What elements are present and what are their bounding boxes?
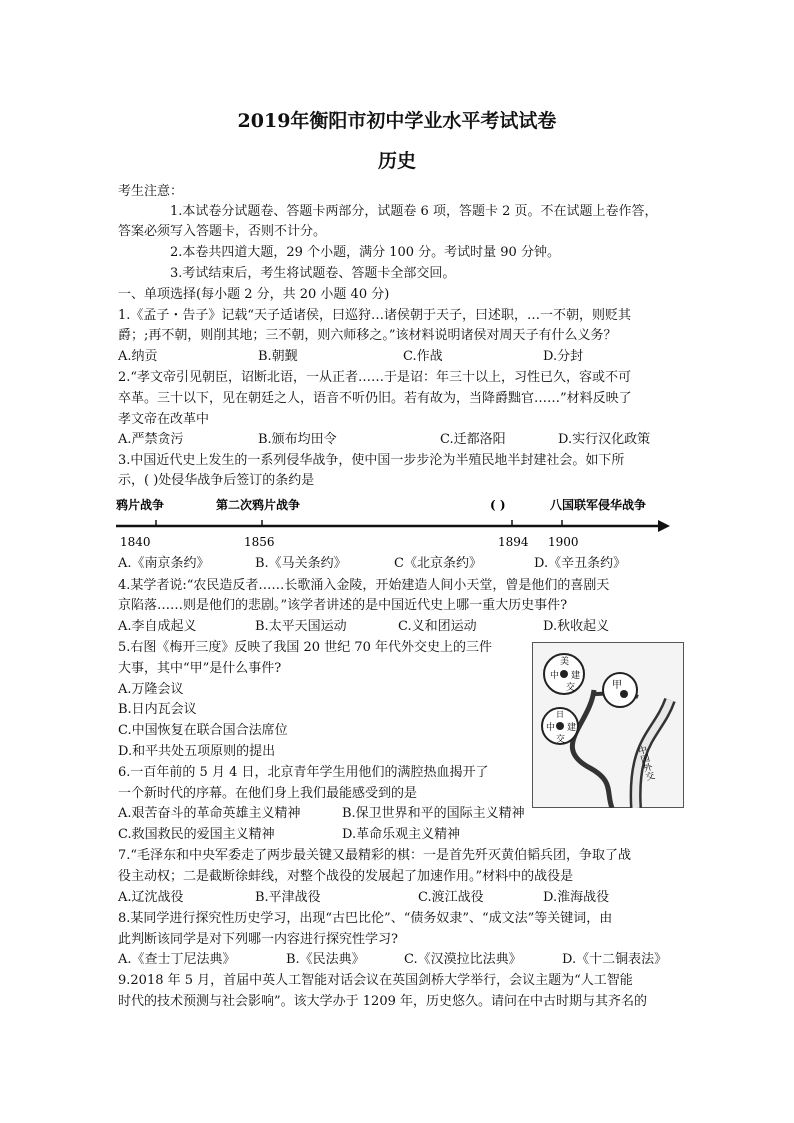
question-text: 3.中国近代史上发生的一系列侵华战争，使中国一步步沦为半殖民地半封建社会。如下所: [118, 453, 625, 468]
option-a: A.纳贡: [118, 349, 158, 364]
option-a: A.辽沈战役: [118, 890, 184, 905]
section-heading: 一、单项选择(每小题 2 分，共 20 小题 40 分): [118, 287, 390, 302]
timeline-year: 1856: [244, 535, 275, 549]
svg-text:交: 交: [566, 683, 576, 693]
plum-flower: [542, 708, 578, 745]
notice-line: 1.本试卷分试题卷、答题卡两部分，试题卷 6 项，答题卡 2 页。不在试题上卷作答，: [170, 204, 658, 219]
option-b: B.保卫世界和平的国际主义精神: [342, 806, 525, 821]
svg-text:中: 中: [550, 671, 560, 681]
question-text: 此判断该同学是对下列哪一内容进行探究性学习?: [118, 932, 398, 947]
timeline-event: 鸦片战争: [116, 498, 165, 512]
notice-line: 2.本卷共四道大题，29 个小题，满分 100 分。考试时量 90 分钟。: [170, 245, 560, 260]
question-text: 2.“孝文帝引见朝臣，诏断北语，一从正者……于是诏：年三十以上，习性已久，容或不可: [118, 370, 632, 385]
timeline-year: 1894: [498, 535, 529, 549]
svg-text:甲: 甲: [612, 680, 622, 691]
option-c: C.救国救民的爱国主义精神: [118, 827, 275, 842]
option-c: C《北京条约》: [394, 556, 482, 571]
question-text: 8.某同学进行探究性历史学习，出现“古巴比伦”、“债务奴隶”、“成文法”等关键词，由: [118, 911, 613, 926]
question-text: 1.《孟子・告子》记载“天子适诸侯，曰巡狩…诸侯朝于天子，曰述职，…一不朝，则贬其: [118, 308, 632, 323]
option-c: C.义和团运动: [398, 619, 477, 634]
svg-text:美: 美: [560, 657, 570, 667]
timeline-blank: ( ): [490, 498, 506, 512]
branch-label: 中国外交: [635, 744, 655, 782]
option-c: C.作战: [403, 349, 443, 364]
option-a: A.万隆会议: [118, 682, 184, 697]
notice-heading: 考生注意：: [118, 184, 184, 199]
question-text: 役主动权；二是截断徐蚌线，对整个战役的发展起了加速作用。”材料中的战役是: [118, 869, 574, 884]
option-a: A.艰苦奋斗的革命英雄主义精神: [118, 806, 301, 821]
plum-flower: [544, 654, 584, 694]
option-b: B.《民法典》: [286, 952, 365, 967]
option-d: D.实行汉化政策: [558, 432, 651, 447]
option-d: D.革命乐观主义精神: [342, 827, 461, 842]
svg-text:日: 日: [556, 710, 564, 719]
option-c: C.迁都洛阳: [440, 432, 506, 447]
option-b: B.《马关条约》: [255, 556, 347, 571]
option-c: C.中国恢复在联合国合法席位: [118, 723, 288, 738]
notice-line: 答案必须写入答题卡，否则不计分。: [118, 224, 327, 239]
question-text: 时代的技术预测与社会影响”。该大学办于 1209 年，历史悠久。请问在中古时期与其齐名的: [118, 994, 647, 1009]
question-text: 示，( )处侵华战争后签订的条约是: [118, 473, 315, 488]
option-d: D.和平共处五项原则的提出: [118, 744, 276, 759]
svg-text:中: 中: [546, 723, 556, 733]
option-a: A.《南京条约》: [118, 556, 210, 571]
question-text: 卒革。三十以下，见在朝廷之人，语音不听仍旧。若有故为，当降爵黜官……”材料反映了: [118, 391, 632, 406]
timeline-year: 1900: [548, 535, 579, 549]
option-b: B.平津战役: [255, 890, 321, 905]
option-b: B.日内瓦会议: [118, 702, 197, 717]
timeline-year: 1840: [120, 535, 151, 549]
timeline-event: 第二次鸦片战争: [216, 498, 301, 512]
option-a: A.严禁贪污: [118, 432, 184, 447]
option-d: D.《辛丑条约》: [534, 556, 627, 571]
svg-text:交: 交: [556, 735, 566, 745]
question-text: 大事，其中“甲”是什么事件?: [118, 661, 282, 676]
option-b: B.太平天国运动: [255, 619, 347, 634]
option-b: B.颁布均田令: [258, 432, 337, 447]
question-text: 孝文帝在改革中: [118, 412, 210, 427]
timeline-event: 八国联军侵华战争: [550, 498, 647, 512]
svg-text:建: 建: [567, 723, 577, 733]
option-d: D.秋收起义: [543, 619, 610, 634]
option-a: A.李自成起义: [118, 619, 197, 634]
question-text: 京陷落……则是他们的悲剧。”该学者讲述的是中国近代史上哪一重大历史事件?: [118, 598, 568, 613]
svg-text:建: 建: [571, 671, 581, 681]
plum-flower: [603, 673, 637, 707]
question-text: 9.2018 年 5 月，首届中英人工智能对话会议在英国剑桥大学举行，会议主题为“人工智能: [118, 973, 633, 988]
option-d: D.淮海战役: [543, 890, 610, 905]
option-c: C.《汉漠拉比法典》: [404, 952, 522, 967]
question-text: 6.一百年前的 5 月 4 日，北京青年学生用他们的满腔热血揭开了: [118, 765, 489, 780]
question-text: 一个新时代的序幕。在他们身上我们最能感受到的是: [118, 786, 418, 801]
question-text: 7.“毛泽东和中央军委走了两步最关键又最精彩的棋：一是首先歼灭黄伯韬兵团，争取了战: [118, 848, 632, 863]
question-text: 4.某学者说:“农民造反者……长歌涌入金陵，开始建造人间小天堂，曾是他们的喜剧天: [118, 578, 610, 593]
option-a: A.《查士丁尼法典》: [118, 952, 236, 967]
timeline-arrow: [658, 520, 670, 532]
option-c: C.渡江战役: [418, 890, 484, 905]
subject-title: 历史: [377, 150, 416, 172]
question-text: 5.右图《梅开三度》反映了我国 20 世纪 70 年代外交史上的三件: [118, 640, 493, 655]
option-d: D.《十二铜表法》: [562, 952, 668, 967]
plum-blossom-figure: [532, 642, 684, 808]
notice-line: 3.考试结束后，考生将试题卷、答题卡全部交回。: [170, 266, 456, 281]
exam-title: 2019年衡阳市初中学业水平考试试卷: [237, 110, 557, 132]
timeline-figure: [112, 494, 672, 556]
option-b: B.朝觐: [258, 349, 298, 364]
question-text: 爵；;再不朝，则削其地；三不朝，则六师移之。”该材料说明诸侯对周天子有什么义务？: [118, 328, 617, 343]
option-d: D.分封: [543, 349, 584, 364]
